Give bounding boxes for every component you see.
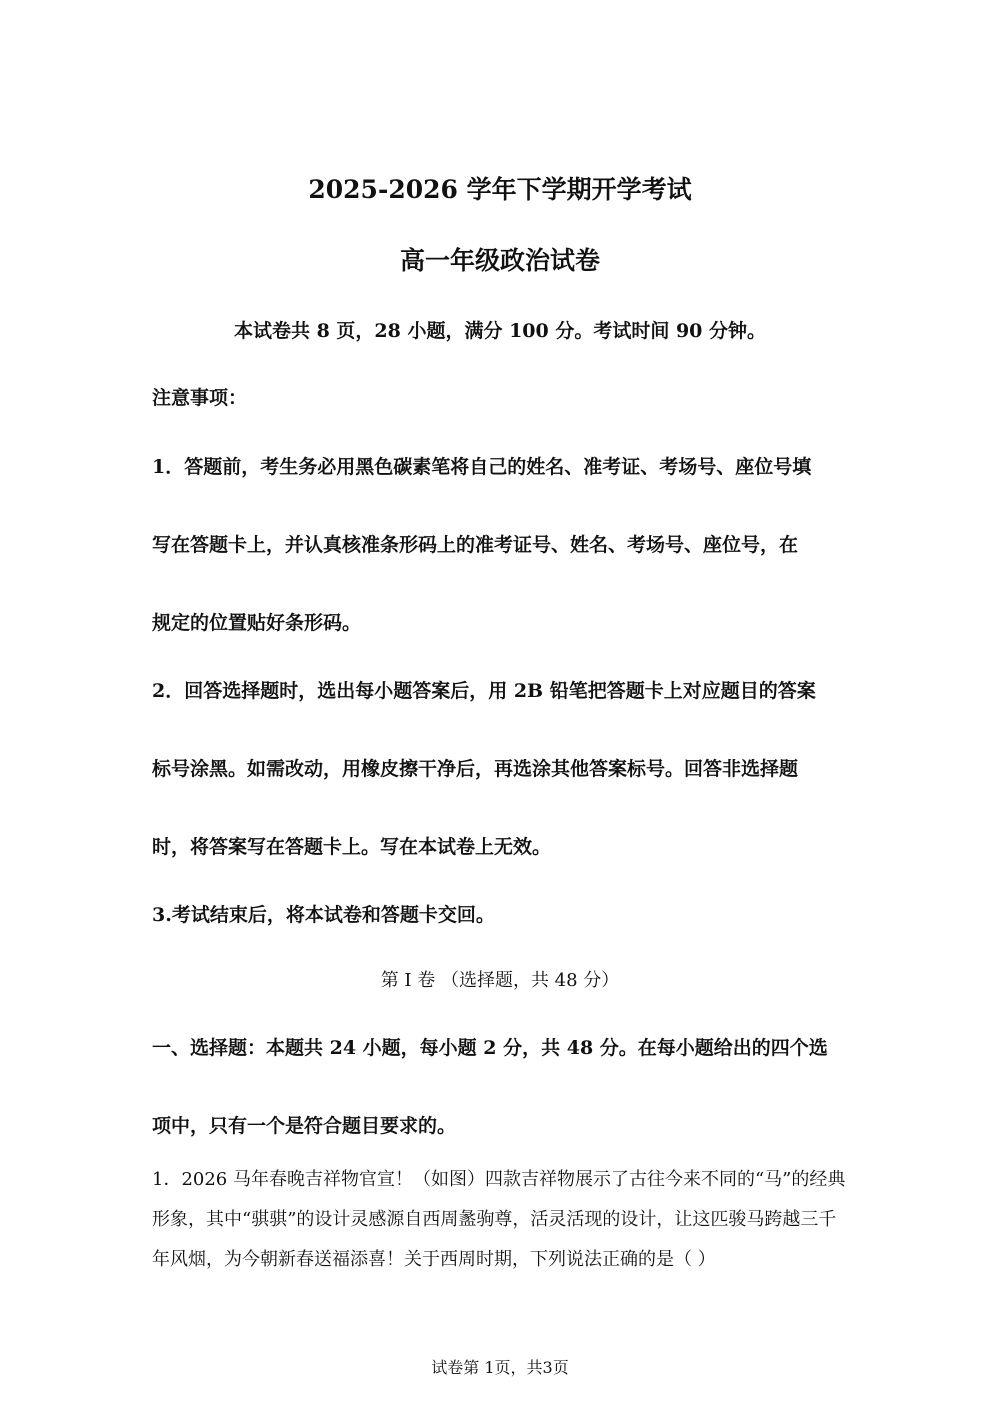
notes-line: 时，将答案写在答题卡上。写在本试卷上无效。	[152, 836, 552, 858]
question-line: 形象，其中“骐骐”的设计灵感源自西周盠驹尊，活灵活现的设计，让这匹骏马跨越三千	[152, 1209, 837, 1230]
notes-line: 2．回答选择题时，选出每小题答案后，用 2B 铅笔把答题卡上对应题目的答案	[152, 680, 816, 702]
exam-info: 本试卷共 8 页，28 小题，满分 100 分。考试时间 90 分钟。	[233, 320, 767, 342]
section-heading-line: 一、选择题：本题共 24 小题，每小题 2 分，共 48 分。在每小题给出的四个选	[152, 1037, 828, 1059]
notes-line: 规定的位置贴好条形码。	[152, 612, 362, 634]
question-line: 1．2026 马年春晚吉祥物官宣！（如图）四款吉祥物展示了古往今来不同的“马”的经典	[152, 1169, 846, 1190]
notes-line: 3.考试结束后，将本试卷和答题卡交回。	[152, 904, 495, 926]
page-footer: 试卷第 1页，共3页	[431, 1358, 569, 1377]
question-line: 年风烟，为今朝新春送福添喜！关于西周时期，下列说法正确的是（ ）	[152, 1249, 716, 1270]
volume-title: 第 Ⅰ 卷 （选择题，共 48 分）	[380, 970, 620, 991]
notes-line: 1．答题前，考生务必用黑色碳素笔将自己的姓名、准考证、考场号、座位号填	[152, 456, 812, 478]
notes-heading: 注意事项：	[152, 387, 248, 409]
exam-title: 2025-2026 学年下学期开学考试	[308, 175, 692, 204]
section-heading-line: 项中，只有一个是符合题目要求的。	[152, 1115, 457, 1137]
notes-line: 写在答题卡上，并认真核准条形码上的准考证号、姓名、考场号、座位号，在	[152, 534, 799, 556]
notes-line: 标号涂黑。如需改动，用橡皮擦干净后，再选涂其他答案标号。回答非选择题	[152, 758, 799, 780]
exam-subtitle: 高一年级政治试卷	[399, 246, 600, 275]
